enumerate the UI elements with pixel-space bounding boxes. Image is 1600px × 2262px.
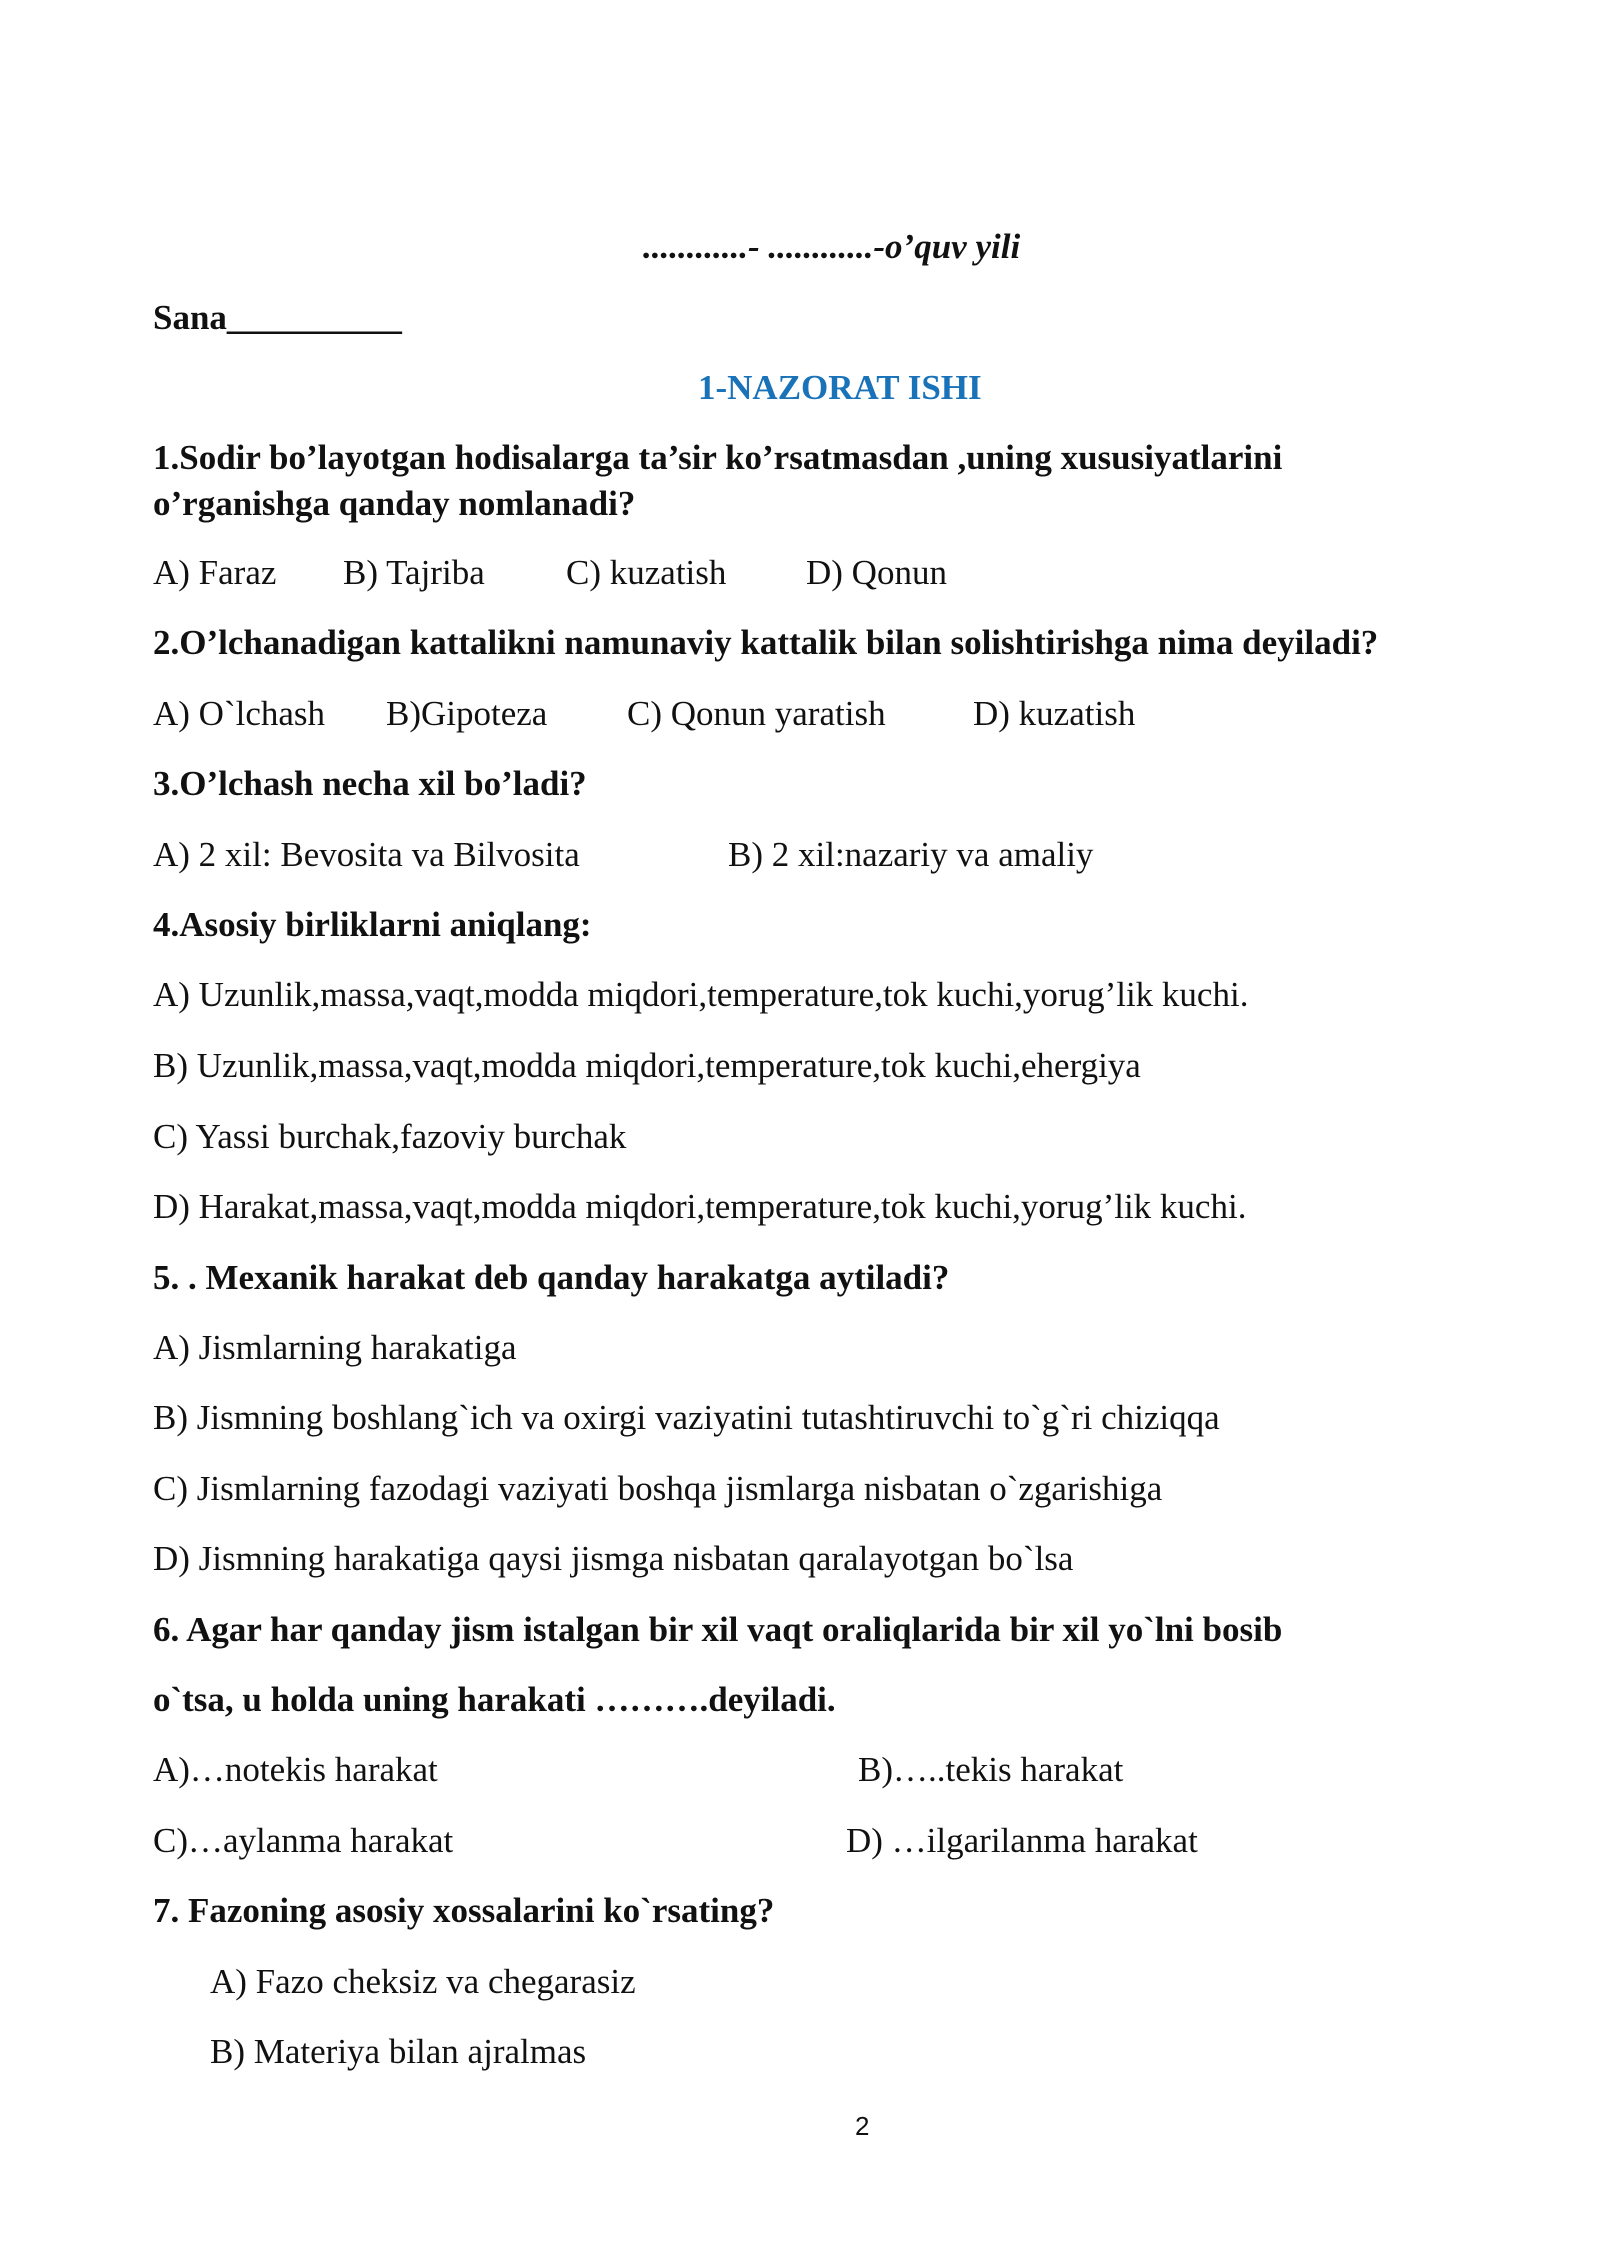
- question-4-option-a: A) Uzunlik,massa,vaqt,modda miqdori,temperature,tok kuchi,yorug’lik kuchi.: [153, 975, 1249, 1014]
- question-4-option-d: D) Harakat,massa,vaqt,modda miqdori,temperature,tok kuchi,yorug’lik kuchi.: [153, 1187, 1247, 1226]
- question-2-option-b: B)Gipoteza: [386, 694, 548, 733]
- question-2-option-c: C) Qonun yaratish: [627, 694, 886, 733]
- question-1-option-a: A) Faraz: [153, 553, 277, 592]
- page-number: 2: [855, 2111, 870, 2141]
- question-5-option-c: C) Jismlarning fazodagi vaziyati boshqa jismlarga nisbatan o`zgarishiga: [153, 1469, 1163, 1508]
- question-5-option-b: B) Jismning boshlang`ich va oxirgi vaziyatini tutashtiruvchi to`g`ri chiziqqa: [153, 1398, 1220, 1437]
- question-1-line-1: 1.Sodir bo’layotgan hodisalarga ta’sir ko’rsatmasdan ,uning xususiyatlarini: [153, 438, 1283, 477]
- question-5-option-a: A) Jismlarning harakatiga: [153, 1328, 517, 1367]
- question-1-option-d: D) Qonun: [806, 553, 947, 592]
- question-7-line-1: 7. Fazoning asosiy xossalarini ko`rsating?: [153, 1891, 775, 1930]
- question-6-line-1: 6. Agar har qanday jism istalgan bir xil vaqt oraliqlarida bir xil yo`lni bosib: [153, 1610, 1283, 1649]
- question-3-line-1: 3.O’lchash necha xil bo’ladi?: [153, 764, 587, 803]
- question-4-line-1: 4.Asosiy birliklarni aniqlang:: [153, 905, 592, 944]
- question-2-option-d: D) kuzatish: [973, 694, 1136, 733]
- date-line: Sana__________: [153, 298, 402, 337]
- question-6-option-b: B)…..tekis harakat: [858, 1750, 1124, 1789]
- question-6-option-c: C)…aylanma harakat: [153, 1821, 454, 1860]
- question-5-line-1: 5. . Mexanik harakat deb qanday harakatga aytiladi?: [153, 1258, 950, 1297]
- question-2-line-1: 2.O’lchanadigan kattalikni namunaviy kattalik bilan solishtirishga nima deyiladi?: [153, 623, 1379, 662]
- question-3-option-a: A) 2 xil: Bevosita va Bilvosita: [153, 835, 580, 874]
- question-4-option-b: B) Uzunlik,massa,vaqt,modda miqdori,temperature,tok kuchi,ehergiya: [153, 1046, 1141, 1085]
- question-7-option-b: B) Materiya bilan ajralmas: [210, 2032, 587, 2071]
- question-2-option-a: A) O`lchash: [153, 694, 326, 733]
- question-5-option-d: D) Jismning harakatiga qaysi jismga nisbatan qaralayotgan bo`lsa: [153, 1539, 1074, 1578]
- question-6-option-a: A)…notekis harakat: [153, 1750, 438, 1789]
- question-7-option-a: A) Fazo cheksiz va chegarasiz: [210, 1962, 636, 2001]
- question-4-option-c: C) Yassi burchak,fazoviy burchak: [153, 1117, 627, 1156]
- question-3-option-b: B) 2 xil:nazariy va amaliy: [728, 835, 1094, 874]
- question-6-option-d: D) …ilgarilanma harakat: [846, 1821, 1198, 1860]
- question-1-option-c: C) kuzatish: [566, 553, 727, 592]
- page-title: 1-NAZORAT ISHI: [698, 368, 982, 407]
- question-6-line-2: o`tsa, u holda uning harakati ……….deyiladi.: [153, 1680, 836, 1719]
- question-1-option-b: B) Tajriba: [343, 553, 485, 592]
- question-1-line-2: o’rganishga qanday nomlanadi?: [153, 484, 636, 523]
- academic-year-line: ............- ............-o’quv yili: [643, 227, 1021, 266]
